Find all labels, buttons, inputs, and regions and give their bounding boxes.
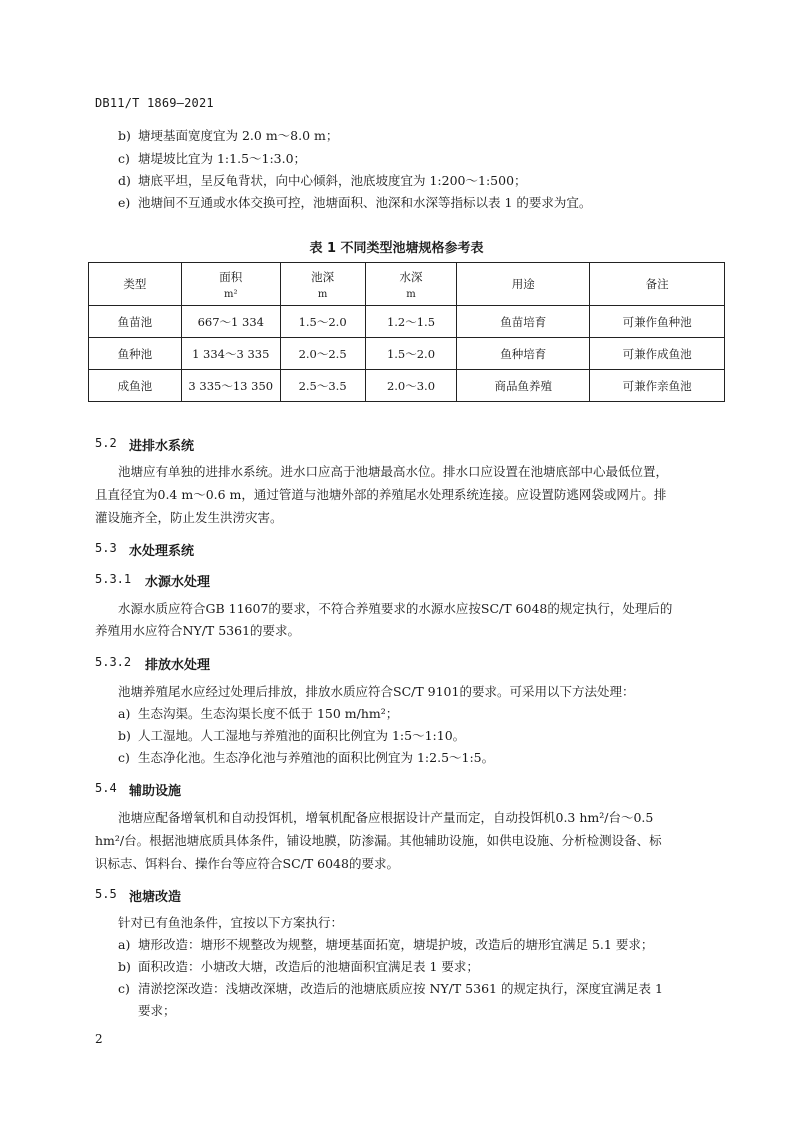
header-water-depth: 水深 m: [365, 263, 457, 306]
table-cell: 可兼作成鱼池: [590, 338, 725, 370]
table-cell: 鱼种培育: [457, 338, 590, 370]
paragraph-line: 识标志、饵料台、操作台等应符合SC/T 6048的要求。: [95, 856, 399, 871]
section-title: 水源水处理: [145, 575, 211, 590]
header-unit: m²: [224, 288, 238, 300]
list-text-continuation: 要求；: [138, 1003, 176, 1018]
section-number: 5.3: [95, 541, 117, 555]
doc-code-header: DB11/T 1869—2021: [95, 96, 214, 110]
section-number: 5.3.2: [95, 655, 132, 669]
list-label: d): [118, 173, 131, 188]
section-title: 排放水处理: [145, 658, 211, 673]
header-type: 类型: [89, 263, 182, 306]
table-header-row: [89, 263, 725, 306]
section-title: 水处理系统: [129, 544, 195, 559]
list-label: e): [118, 195, 131, 210]
table-cell: 1.2～1.5: [365, 306, 457, 338]
table-cell: 成鱼池: [89, 370, 182, 402]
table-cell: 1.5～2.0: [365, 338, 457, 370]
table-cell: 2.0～2.5: [280, 338, 365, 370]
table-cell: 3 335～13 350: [181, 370, 280, 402]
header-unit: m: [406, 288, 416, 300]
paragraph-line: 池塘应有单独的进排水系统。进水口应高于池塘最高水位。排水口应设置在池塘底部中心最低位置，: [118, 464, 669, 479]
list-text: 面积改造：小塘改大塘，改造后的池塘面积宜满足表 1 要求；: [138, 959, 479, 974]
list-label: b): [118, 128, 131, 143]
header-usage: 用途: [457, 263, 590, 306]
header-remarks: 备注: [590, 263, 725, 306]
section-number: 5.3.1: [95, 572, 132, 586]
table-cell: 2.0～3.0: [365, 370, 457, 402]
list-label: b): [118, 959, 131, 974]
paragraph-line: 针对已有鱼池条件，宜按以下方案执行：: [118, 915, 344, 930]
section-title: 进排水系统: [129, 439, 195, 454]
list-text: 塘底平坦，呈反龟背状，向中心倾斜，池底坡度宜为 1:200～1:500；: [138, 173, 527, 188]
list-text: 池塘间不互通或水体交换可控，池塘面积、池深和水深等指标以表 1 的要求为宜。: [138, 195, 592, 210]
table-row: [89, 306, 725, 338]
header-area: 面积 m²: [181, 263, 280, 306]
list-text: 生态净化池。生态净化池与养殖池的面积比例宜为 1:2.5～1:5。: [138, 750, 495, 765]
paragraph-line: 水源水质应符合GB 11607的要求，不符合养殖要求的水源水应按SC/T 6048的规定执行，处理后的: [118, 601, 673, 616]
header-pond-depth: 池深 m: [280, 263, 365, 306]
paragraph-line: 灌设施齐全，防止发生洪涝灾害。: [95, 510, 283, 525]
list-label: a): [118, 937, 131, 952]
table-cell: 1 334～3 335: [181, 338, 280, 370]
section-number: 5.4: [95, 781, 117, 795]
list-text: 生态沟渠。生态沟渠长度不低于 150 m/hm²；: [138, 706, 399, 721]
list-label: c): [118, 981, 130, 996]
table-cell: 2.5～3.5: [280, 370, 365, 402]
pond-spec-table: [88, 262, 725, 402]
table-row: [89, 370, 725, 402]
table-cell: 1.5～2.0: [280, 306, 365, 338]
list-label: c): [118, 750, 130, 765]
table-cell: 鱼苗池: [89, 306, 182, 338]
section-number: 5.5: [95, 887, 117, 901]
paragraph-line: hm²/台。根据池塘底质具体条件，铺设地膜，防渗漏。其他辅助设施，如供电设施、分析检测设备、标: [95, 833, 662, 848]
list-text: 塘形改造：塘形不规整改为规整，塘埂基面拓宽，塘堤护坡，改造后的塘形宜满足 5.1 要求；: [138, 937, 654, 952]
list-text: 人工湿地。人工湿地与养殖池的面积比例宜为 1:5～1:10。: [138, 728, 466, 743]
table-caption: 表 1 不同类型池塘规格参考表: [309, 241, 484, 256]
paragraph-line: 且直径宜为0.4 m～0.6 m，通过管道与池塘外部的养殖尾水处理系统连接。应设置防逃网袋或网片。排: [95, 487, 667, 502]
table-cell: 商品鱼养殖: [457, 370, 590, 402]
header-unit: m: [317, 288, 328, 300]
paragraph-line: 养殖用水应符合NY/T 5361的要求。: [95, 623, 301, 638]
list-label: a): [118, 706, 131, 721]
table-cell: 667～1 334: [181, 306, 280, 338]
table-cell: 鱼苗培育: [457, 306, 590, 338]
table-cell: 鱼种池: [89, 338, 182, 370]
list-text: 清淤挖深改造：浅塘改深塘，改造后的池塘底质应按 NY/T 5361 的规定执行，深度宜满足表 1: [138, 981, 663, 996]
section-number: 5.2: [95, 436, 117, 450]
table-cell: 可兼作鱼种池: [590, 306, 725, 338]
list-label: b): [118, 728, 131, 743]
section-title: 池塘改造: [129, 890, 182, 905]
section-title: 辅助设施: [129, 784, 182, 799]
paragraph-line: 池塘应配备增氧机和自动投饵机，增氧机配备应根据设计产量而定，自动投饵机0.3 hm²/台～0.5: [118, 810, 654, 825]
paragraph-line: 池塘养殖尾水应经过处理后排放，排放水质应符合SC/T 9101的要求。可采用以下方法处理：: [118, 684, 635, 699]
list-text: 塘堤坡比宜为 1:1.5～1:3.0；: [138, 151, 307, 166]
list-label: c): [118, 151, 130, 166]
list-text: 塘埂基面宽度宜为 2.0 m～8.0 m；: [138, 128, 339, 143]
page-number: 2: [95, 1032, 103, 1046]
table-row: [89, 338, 725, 370]
table-cell: 可兼作亲鱼池: [590, 370, 725, 402]
